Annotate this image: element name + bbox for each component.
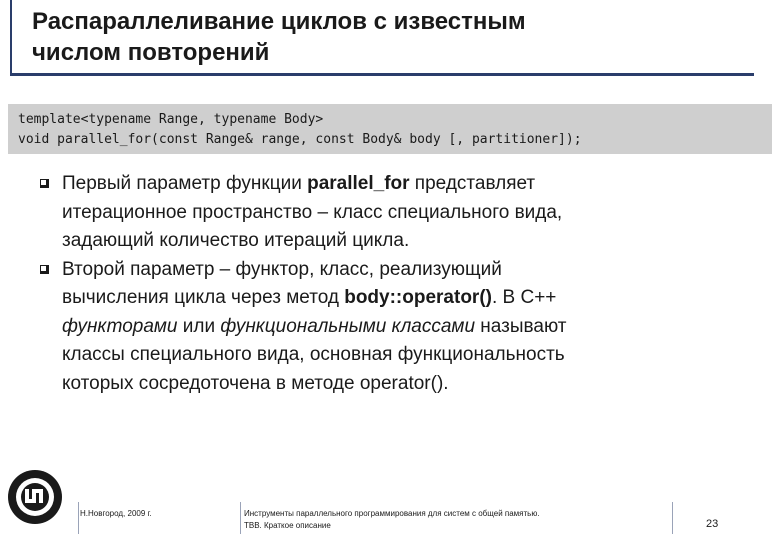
checkbox-bullet-icon: [40, 179, 49, 188]
page-number: 23: [706, 518, 719, 530]
bullet-item-range: [62, 170, 762, 256]
method-name: body::operator(): [344, 287, 492, 308]
title-underline: [12, 73, 754, 76]
text-run: Первый параметр функции: [62, 173, 308, 194]
footer-divider: [78, 502, 79, 534]
bullet-line: [62, 170, 762, 199]
footer-course-line-1: Инструменты параллельного программирования для систем с общей памятью.: [244, 509, 540, 518]
bullet-line: Второй параметр – функтор, класс, реализующий: [62, 258, 502, 280]
text-run: представляет: [409, 173, 536, 194]
bullet-line: итерационное пространство – класс специального вида,: [62, 201, 563, 223]
checkbox-bullet-icon: [40, 265, 49, 274]
code-line-1: template<typename Range, typename Body>: [18, 112, 324, 127]
bullet-line: которых сосредоточена в методе operator().: [62, 372, 449, 394]
bullet-line: [62, 284, 762, 313]
footer-divider: [672, 502, 673, 534]
title-line-1: Распараллеливание циклов с известным: [32, 8, 526, 35]
unn-logo-icon: [6, 468, 64, 526]
title-bar: [10, 0, 754, 76]
bullet-line: [62, 313, 762, 342]
bullet-item-body: [62, 256, 762, 399]
footer-city-date: Н.Новгород, 2009 г.: [80, 509, 152, 518]
text-run: или: [177, 315, 221, 337]
function-name: parallel_for: [307, 173, 410, 194]
footer-course-line-2: TBB. Краткое описание: [244, 521, 331, 530]
code-block: [8, 104, 772, 154]
bullet-line: задающий количество итераций цикла.: [62, 230, 410, 251]
page-title: [32, 6, 526, 68]
text-run: вычисления цикла через метод: [62, 287, 345, 308]
term-italic: функторами: [62, 315, 178, 337]
code-line-2: void parallel_for(const Range& range, const Body& body [, partitioner]);: [18, 132, 582, 147]
footer-course: [244, 508, 664, 532]
bullet-list: [62, 170, 762, 398]
text-run: . В С++: [491, 287, 557, 308]
title-line-2: числом повторений: [32, 39, 270, 66]
term-italic: функциональными классами: [220, 315, 476, 337]
bullet-line: классы специального вида, основная функциональность: [62, 344, 565, 365]
text-run: называют: [475, 315, 567, 337]
footer-divider: [240, 502, 241, 534]
